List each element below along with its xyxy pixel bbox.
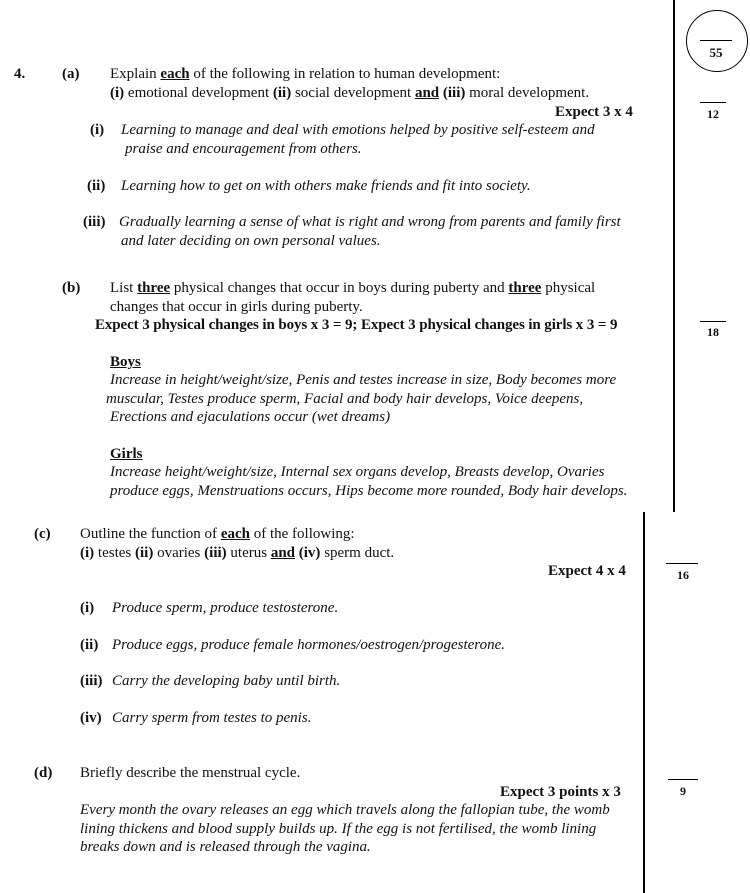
boys-line-2: muscular, Testes produce sperm, Facial and body hair develops, Voice deepens, xyxy=(106,391,584,407)
part-c-mark-line xyxy=(666,563,698,564)
part-a-label: (a) xyxy=(62,66,80,82)
margin-line-lower xyxy=(643,512,645,893)
part-a-question-line2: (i) emotional development (ii) social development and (iii) moral development. xyxy=(110,85,590,101)
part-c-answer-2: Produce eggs, produce female hormones/oestrogen/progesterone. xyxy=(112,637,505,653)
part-a-mark: 12 xyxy=(707,107,719,121)
total-marks: 55 xyxy=(709,45,723,60)
part-c-answer-3: Carry the developing baby until birth. xyxy=(112,673,341,689)
girls-line-2: produce eggs, Menstruations occurs, Hips become more rounded, Body hair develops. xyxy=(110,483,628,499)
boys-heading: Boys xyxy=(110,354,141,370)
girls-line-1: Increase height/weight/size, Internal sex organs develop, Breasts develop, Ovaries xyxy=(110,464,605,480)
part-d-question: Briefly describe the menstrual cycle. xyxy=(80,765,301,781)
part-a-answer-3-line2: and later deciding on own personal values. xyxy=(121,233,381,249)
part-d-answer-line-2: lining thickens and blood supply builds up. If the egg is not fertilised, the womb lining xyxy=(80,821,597,837)
part-a-answer-3-num: (iii) xyxy=(83,214,106,230)
boys-line-1: Increase in height/weight/size, Penis and testes increase in size, Body becomes more xyxy=(110,372,617,388)
part-c-question-line1: Outline the function of each of the following: xyxy=(80,526,355,542)
total-marks-circle xyxy=(686,10,748,72)
part-a-answer-1-line2: praise and encouragement from others. xyxy=(125,141,362,157)
part-a-mark-line xyxy=(700,102,726,103)
part-c-answer-2-num: (ii) xyxy=(80,637,99,653)
part-a-question-line1: Explain each of the following in relation to human development: xyxy=(110,66,501,82)
part-c-answer-4: Carry sperm from testes to penis. xyxy=(112,710,312,726)
part-d-mark: 9 xyxy=(680,784,686,798)
part-b-label: (b) xyxy=(62,280,81,296)
part-b-mark: 18 xyxy=(707,325,719,339)
question-number: 4. xyxy=(14,66,26,82)
part-c-answer-4-num: (iv) xyxy=(80,710,102,726)
part-c-mark: 16 xyxy=(677,568,689,582)
part-b-question-line1: List three physical changes that occur in boys during puberty and three physical xyxy=(110,280,596,296)
part-b-question-line2: changes that occur in girls during puberty. xyxy=(110,299,363,315)
part-a-answer-1-num: (i) xyxy=(90,122,105,138)
part-c-expect: Expect 4 x 4 xyxy=(548,563,626,579)
part-d-expect: Expect 3 points x 3 xyxy=(500,784,621,800)
part-b-expect: Expect 3 physical changes in boys x 3 = 9; Expect 3 physical changes in girls x 3 = 9 xyxy=(95,317,618,333)
part-a-answer-2-line1: Learning how to get on with others make friends and fit into society. xyxy=(121,178,531,194)
boys-line-3: Erections and ejaculations occur (wet dreams) xyxy=(110,409,391,425)
total-marks-line xyxy=(700,40,732,41)
part-c-answer-1-num: (i) xyxy=(80,600,95,616)
part-c-answer-1: Produce sperm, produce testosterone. xyxy=(112,600,339,616)
part-a-answer-3-line1: Gradually learning a sense of what is right and wrong from parents and family first xyxy=(119,214,621,230)
part-d-answer-line-3: breaks down and is released through the vagina. xyxy=(80,839,371,855)
part-c-answer-3-num: (iii) xyxy=(80,673,103,689)
part-a-expect: Expect 3 x 4 xyxy=(555,104,633,120)
part-c-label: (c) xyxy=(34,526,51,542)
part-c-question-line2: (i) testes (ii) ovaries (iii) uterus and (iv) sperm duct. xyxy=(80,545,395,561)
part-d-answer-line-1: Every month the ovary releases an egg which travels along the fallopian tube, the womb xyxy=(80,802,610,818)
part-b-mark-line xyxy=(700,321,726,322)
part-a-answer-1-line1: Learning to manage and deal with emotions helped by positive self-esteem and xyxy=(121,122,595,138)
girls-heading: Girls xyxy=(110,446,143,462)
part-a-answer-2-num: (ii) xyxy=(87,178,106,194)
margin-line-upper xyxy=(673,0,675,512)
part-d-label: (d) xyxy=(34,765,53,781)
part-d-mark-line xyxy=(668,779,698,780)
